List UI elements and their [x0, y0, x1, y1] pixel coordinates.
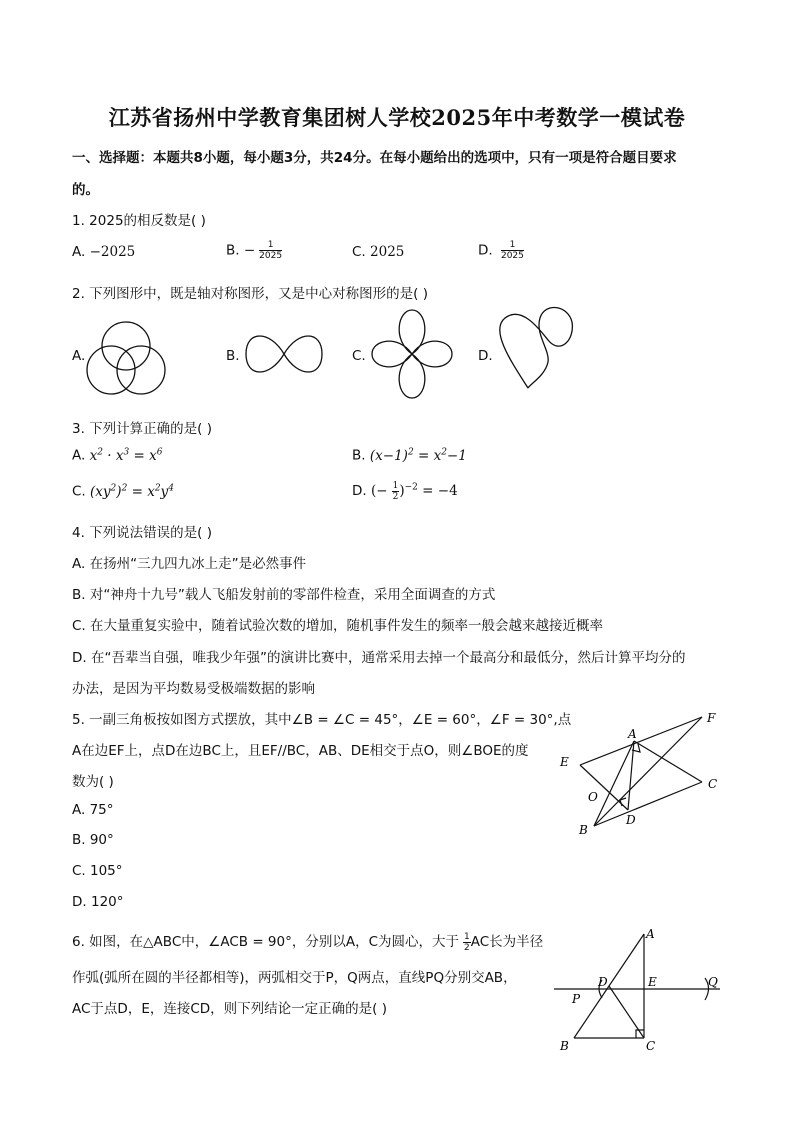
q5-label-d: D: [626, 813, 636, 827]
q1-c-label: C.: [352, 244, 366, 260]
q2-a-label[interactable]: A.: [72, 348, 86, 364]
q3-option-a[interactable]: [72, 447, 162, 464]
q6-label-d: D: [598, 975, 608, 989]
q1-b-fraction: $\frac{1}{2025}$: [259, 240, 283, 261]
q6-label-c: C: [646, 1039, 656, 1053]
q6-line1-pre: 6. 如图，在△ABC中，∠ACB = 90°，分别以A，C为圆心，大于: [72, 934, 460, 950]
q1-d-label: D.: [478, 242, 493, 259]
q2-stem: 2. 下列图形中，既是轴对称图形，又是中心对称图形的是( ): [72, 286, 428, 302]
q5-label-f: F: [707, 711, 716, 725]
q5-label-o: O: [588, 790, 598, 804]
section-header-cont: 的。: [72, 182, 99, 198]
q3-option-d[interactable]: [352, 481, 458, 502]
q6-label-b: B: [560, 1039, 569, 1053]
q2-figures: [0, 0, 794, 420]
q5-line3: 数为( ): [72, 774, 114, 790]
q2-figure-c-four-leaf: [372, 310, 452, 398]
q6-figure: [550, 920, 730, 1060]
q4-option-d[interactable]: D. 在“吾辈当自强，唯我少年强”的演讲比赛中，通常采用去掉一个最高分和最低分，然后计算平均分的: [72, 650, 686, 666]
q3-c-expr: $(xy^2)^2 = x^2y^4$: [90, 483, 174, 500]
q2-d-label[interactable]: D.: [478, 348, 493, 364]
q5-option-b[interactable]: B. 90°: [72, 832, 114, 848]
q2-figure-d-curve: [500, 307, 573, 388]
q6-label-a: A: [646, 927, 655, 941]
q3-option-c[interactable]: [72, 483, 174, 500]
q3-a-label: A.: [72, 447, 86, 464]
q3-d-label: D.: [352, 483, 367, 499]
q4-option-a[interactable]: A. 在扬州“三九四九冰上走”是必然事件: [72, 556, 307, 572]
q6-half-fraction: $\frac{1}{2}$: [464, 931, 470, 953]
q3-stem: 3. 下列计算正确的是( ): [72, 421, 212, 437]
q3-option-b[interactable]: [352, 447, 467, 464]
q5-option-a[interactable]: A. 75°: [72, 802, 114, 818]
q2-b-label[interactable]: B.: [226, 348, 240, 364]
q1-c-value: 2025: [370, 244, 405, 260]
q5-label-a: A: [628, 727, 637, 741]
section-header: 一、选择题：本题共8小题，每小题3分，共24分。在每小题给出的选项中，只有一项是符合题目要求: [72, 150, 677, 166]
q5-option-d[interactable]: D. 120°: [72, 894, 124, 910]
q5-label-c: C: [708, 777, 718, 791]
q1-a-value: −2025: [89, 244, 136, 260]
q3-d-expr: (− $\frac{1}{2}$ )$^{-2}$ = −4: [370, 481, 458, 502]
q5-line2: A在边EF上，点D在边BC上，且EF//BC，AB、DE相交于点O，则∠BOE的度: [72, 743, 529, 759]
q5-option-c[interactable]: C. 105°: [72, 863, 123, 879]
q1-stem: 1. 2025的相反数是( ): [72, 213, 206, 229]
q1-b-label: B.: [226, 242, 240, 259]
q6-label-p: P: [572, 992, 581, 1006]
q4-stem: 4. 下列说法错误的是( ): [72, 525, 212, 541]
q3-b-expr: $(x-1)^2 = x^2-1$: [369, 447, 467, 464]
q3-a-expr: $x^2 \cdot x^3 = x^6$: [89, 447, 163, 464]
q5-figure: [550, 700, 730, 840]
q5-label-e: E: [560, 755, 569, 769]
q3-b-label: B.: [352, 447, 366, 464]
q2-figure-b-infinity: [246, 336, 322, 372]
q5-line1: 5. 一副三角板按如图方式摆放，其中∠B = ∠C = 45°，∠E = 60°，∠F = 30°,点: [72, 712, 572, 728]
q5-label-b: B: [579, 823, 588, 837]
q1-d-fraction: $\frac{1}{2025}$: [500, 240, 524, 261]
q6-label-e: E: [648, 975, 657, 989]
q1-b-sign: −: [243, 242, 256, 259]
q6-line1-post: AC长为半径: [470, 934, 544, 950]
q1-a-label: A.: [72, 244, 86, 260]
q4-option-c[interactable]: C. 在大量重复实验中，随着试验次数的增加，随机事件发生的频率一般会越来越接近概率: [72, 618, 604, 634]
q4-option-d-cont: 办法，是因为平均数易受极端数据的影响: [72, 681, 315, 697]
q3-c-label: C.: [72, 483, 86, 500]
q6-line3: AC于点D，E，连接CD，则下列结论一定正确的是( ): [72, 1001, 387, 1017]
q2-figure-a-triquetra: [87, 322, 165, 394]
q4-option-b[interactable]: B. 对“神舟十九号”载人飞船发射前的零部件检查，采用全面调查的方式: [72, 587, 496, 603]
q6-line2: 作弧(弧所在圆的半径都相等)，两弧相交于P，Q两点，直线PQ分别交AB，: [72, 970, 517, 986]
q6-line1: [72, 930, 543, 953]
q2-c-label[interactable]: C.: [352, 348, 366, 364]
q6-label-q: Q: [708, 975, 718, 989]
page-title: 江苏省扬州中学教育集团树人学校2025年中考数学一模试卷: [108, 105, 686, 130]
